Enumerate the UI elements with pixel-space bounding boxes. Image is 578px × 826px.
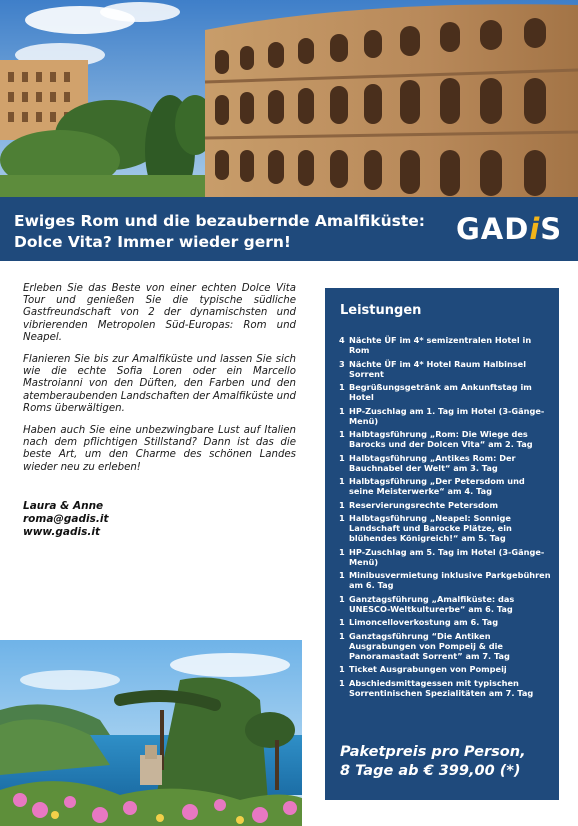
services-box: [325, 288, 559, 800]
contact-names: Laura & Anne: [23, 500, 104, 512]
contact-website-link[interactable]: www.gadis.it: [23, 526, 100, 538]
services-heading: Leistungen: [340, 303, 422, 318]
list-item: 1 Halbtagsführung „Neapel: Sonnige Landschaft und Barocke Plätze, ein blühendes Königreich!“ am 5. Tag: [339, 513, 512, 543]
title-banner: [0, 197, 578, 261]
contact-block: [23, 500, 109, 539]
colosseum-photo: [0, 0, 578, 197]
title-line-1: Ewiges Rom und die bezaubernde Amalfiküste:: [14, 212, 425, 230]
list-item: 1 Minibusvermietung inklusive Parkgebühren am 6. Tag: [339, 570, 551, 590]
list-item: 1 HP-Zuschlag am 5. Tag im Hotel (3-Gänge-Menü): [339, 546, 545, 567]
list-item: 1 Ticket Ausgrabungen von Pompeij: [339, 664, 507, 674]
list-item: 1 Begrüßungsgetränk am Ankunftstag im Hotel: [339, 382, 532, 402]
list-item: 4 Nächte ÜF im 4* semizentralen Hotel in Rom: [339, 335, 532, 355]
list-item: 1 Halbtagsführung „Rom: Die Wiege des Barocks und der Dolcen Vita“ am 2. Tag: [339, 429, 533, 449]
title-line-2: Dolce Vita? Immer wieder gern!: [14, 233, 291, 251]
intro-paragraph-3: Haben auch Sie eine unbezwingbare Lust auf Italien nach dem pflichtigen Stillstand? Dann ist das die beste Art, um den Charme des schönen Landes wieder neu zu erleben!: [23, 425, 296, 473]
package-price: [340, 743, 555, 781]
contact-email-link[interactable]: roma@gadis.it: [23, 513, 109, 525]
page-title: [14, 211, 454, 253]
price-line-2: 8 Tage ab € 399,00 (*): [340, 763, 521, 779]
services-list: [339, 335, 551, 701]
amalfi-coast-photo: [0, 640, 302, 826]
price-line-1: Paketpreis pro Person,: [340, 744, 526, 760]
list-item: 1 Ganztagsführung “Die Antiken Ausgrabungen von Pompeij & die Panoramastadt Sorrent” am 7. Tag: [339, 630, 510, 661]
list-item: 3 Nächte ÜF im 4* Hotel Raum Halbinsel Sorrent: [339, 358, 527, 379]
list-item: 1 Ganztagsführung „Amalfiküste: das UNESCO-Weltkulturerbe“ am 6. Tag: [339, 593, 515, 614]
intro-paragraph-2: Flanieren Sie bis zur Amalfiküste und lassen Sie sich wie die echte Sofia Loren oder ein Marcello Mastroianni von den Düften, den Farben und den atemberaubenden Landschaften der Amalfiküste und Roms überwältigen.: [23, 354, 296, 414]
intro-text: [23, 283, 296, 484]
list-item: 1 Halbtagsführung „Der Petersdom und seine Meisterwerke“ am 4. Tag: [339, 476, 525, 496]
list-item: 1 HP-Zuschlag am 1. Tag im Hotel (3-Gänge-Menü): [339, 405, 545, 426]
gadis-logo: GADiS: [456, 212, 563, 246]
list-item: 1 Abschiedsmittagessen mit typischen Sorrentinischen Spezialitäten am 7. Tag: [339, 677, 534, 698]
intro-paragraph-1: Erleben Sie das Beste von einer echten Dolce Vita Tour und genießen Sie die typische südliche Gastfreundschaft von 2 der dynamischsten und vibrierenden Metropolen Süd-Europas: Rom und Neapel.: [23, 283, 296, 343]
list-item: 1 Halbtagsführung „Antikes Rom: Der Bauchnabel der Welt“ am 3. Tag: [339, 452, 516, 473]
list-item: 1 Limoncelloverkostung am 6. Tag: [339, 617, 499, 627]
list-item: 1 Reservierungsrechte Petersdom: [339, 499, 498, 510]
